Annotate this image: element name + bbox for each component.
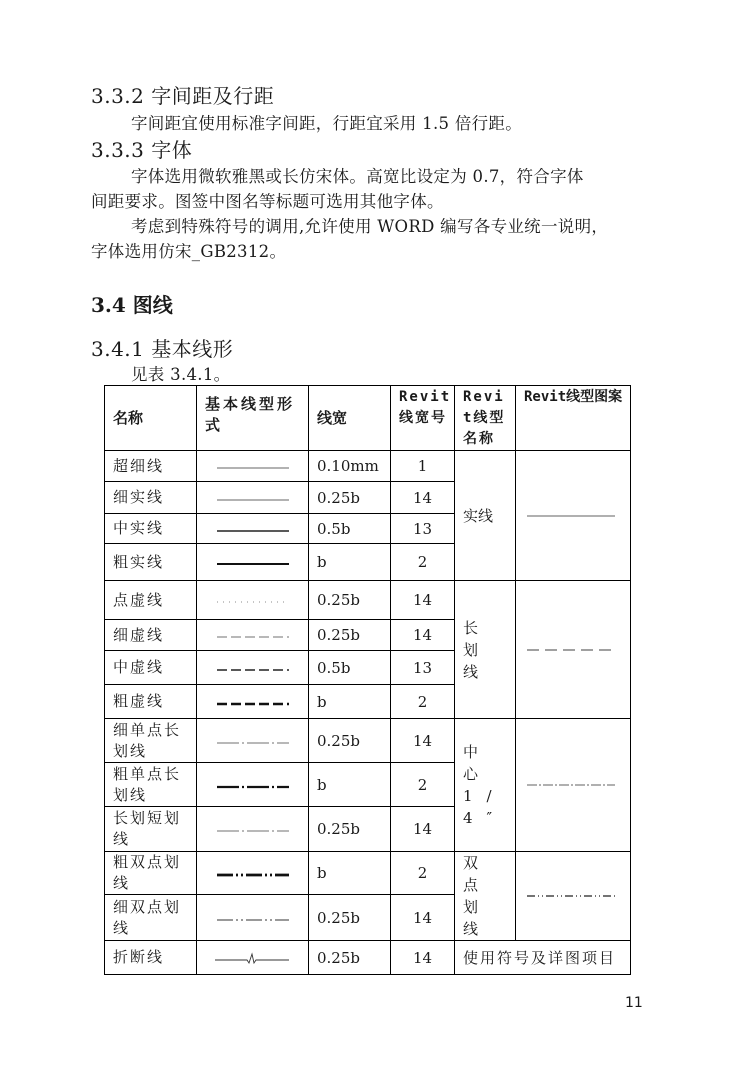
cell-line-width: 0.5b (309, 651, 391, 685)
cell-name: 中实线 (105, 514, 197, 544)
pattern-sample-center (527, 781, 617, 789)
cell-line-form (197, 544, 309, 581)
cell-line-form (197, 514, 309, 544)
heading-3-4-1: 3.4.1 基本线形 (91, 337, 234, 361)
cell-revit-width-no: 14 (391, 807, 455, 852)
cell-revit-pattern (516, 451, 631, 581)
cell-name: 细双点划线 (105, 895, 197, 941)
table-row (105, 451, 631, 482)
line-sample-dash-thin (213, 628, 293, 642)
table-header-row (105, 386, 631, 451)
paragraph: 考虑到特殊符号的调用,允许使用 WORD 编写各专业统一说明， (131, 217, 609, 236)
cell-revit-width-no: 14 (391, 482, 455, 514)
cell-revit-type-name: 实线 (455, 451, 516, 581)
cell-revit-width-no: 2 (391, 685, 455, 719)
line-sample-dashdot-thin (213, 734, 293, 748)
cell-line-form (197, 852, 309, 895)
line-sample-dash-thick (213, 695, 293, 709)
cell-revit-width-no: 1 (391, 451, 455, 482)
cell-revit-width-no: 14 (391, 620, 455, 651)
cell-revit-width-no: 14 (391, 719, 455, 763)
cell-line-width: 0.25b (309, 895, 391, 941)
table-row (105, 581, 631, 620)
line-sample-dashdot-thick (213, 778, 293, 792)
line-sample-dashdotdot-thick (213, 866, 293, 880)
heading-3-3-2: 3.3.2 字间距及行距 (91, 84, 275, 108)
cell-line-form (197, 451, 309, 482)
cell-revit-width-no: 14 (391, 941, 455, 975)
cell-line-width: 0.25b (309, 482, 391, 514)
cell-line-width: 0.10mm (309, 451, 391, 482)
cell-name: 点虚线 (105, 581, 197, 620)
cell-name: 细实线 (105, 482, 197, 514)
cell-line-width: 0.25b (309, 581, 391, 620)
cell-line-form (197, 620, 309, 651)
header-width: 线宽 (309, 386, 391, 451)
cell-line-form (197, 651, 309, 685)
cell-line-width: b (309, 685, 391, 719)
cell-revit-type-name: 长划线 (455, 581, 516, 719)
cell-line-form (197, 719, 309, 763)
cell-revit-width-no: 14 (391, 895, 455, 941)
table-row (105, 719, 631, 763)
paragraph: 字体选用微软雅黑或长仿宋体。高宽比设定为 0.7，符合字体 (131, 167, 584, 186)
cell-name: 细虚线 (105, 620, 197, 651)
cell-line-width: 0.25b (309, 941, 391, 975)
cell-line-form (197, 895, 309, 941)
line-sample-dashdot-thin (213, 822, 293, 836)
cell-line-width: b (309, 544, 391, 581)
paragraph: 间距要求。图签中图名等标题可选用其他字体。 (91, 192, 444, 211)
cell-line-width: 0.25b (309, 719, 391, 763)
cell-line-width: 0.25b (309, 620, 391, 651)
cell-revit-pattern (516, 581, 631, 719)
cell-name: 折断线 (105, 941, 197, 975)
paragraph: 字间距宜使用标准字间距，行距宜采用 1.5 倍行距。 (131, 114, 523, 133)
cell-line-width: b (309, 852, 391, 895)
line-sample-dashdotdot-thin (213, 911, 293, 925)
cell-line-form (197, 807, 309, 852)
cell-line-form (197, 763, 309, 807)
cell-line-width: 0.25b (309, 807, 391, 852)
cell-revit-width-no: 14 (391, 581, 455, 620)
cell-revit-width-no: 2 (391, 544, 455, 581)
pattern-sample-solid (527, 512, 617, 520)
line-sample-solid-thin (213, 459, 293, 473)
pattern-sample-dash (527, 646, 617, 654)
line-sample-solid-thick (213, 555, 293, 569)
heading-3-3-3: 3.3.3 字体 (91, 138, 193, 162)
paragraph: 字体选用仿宋_GB2312。 (91, 242, 287, 261)
cell-name: 中虚线 (105, 651, 197, 685)
line-sample-solid-thin (213, 491, 293, 505)
cell-name: 粗单点长划线 (105, 763, 197, 807)
header-name: 名称 (105, 386, 197, 451)
cell-name: 粗双点划线 (105, 852, 197, 895)
cell-revit-width-no: 2 (391, 763, 455, 807)
header-form: 基本线型形式 (197, 386, 309, 451)
cell-name: 细单点长划线 (105, 719, 197, 763)
line-sample-break (213, 951, 293, 965)
page-number: 11 (625, 995, 643, 1011)
cell-line-form (197, 482, 309, 514)
cell-name: 粗虚线 (105, 685, 197, 719)
cell-name: 超细线 (105, 451, 197, 482)
header-revit-type-name: Revit线型名称 (455, 386, 516, 451)
cell-line-form (197, 581, 309, 620)
line-sample-solid-medium (213, 522, 293, 536)
cell-name: 粗实线 (105, 544, 197, 581)
heading-3-4: 3.4 图线 (91, 293, 173, 317)
cell-revit-type-name: 中心1/4″ (455, 719, 516, 852)
header-revit-pattern: Revit线型图案 (516, 386, 631, 451)
line-type-table (104, 385, 631, 975)
line-sample-dotted (213, 593, 293, 607)
cell-revit-width-no: 13 (391, 514, 455, 544)
cell-line-width: b (309, 763, 391, 807)
cell-revit-pattern (516, 852, 631, 941)
cell-revit-width-no: 13 (391, 651, 455, 685)
header-revit-width-no: Revit线宽号 (391, 386, 455, 451)
cell-note: 使用符号及详图项目 (455, 941, 631, 975)
cell-line-form (197, 685, 309, 719)
table-row (105, 852, 631, 895)
cell-revit-width-no: 2 (391, 852, 455, 895)
line-sample-dash-medium (213, 661, 293, 675)
cell-revit-pattern (516, 719, 631, 852)
cell-line-form (197, 941, 309, 975)
table-row (105, 941, 631, 975)
paragraph: 见表 3.4.1。 (131, 365, 231, 384)
pattern-sample-dashdotdot (527, 892, 617, 900)
cell-line-width: 0.5b (309, 514, 391, 544)
cell-revit-type-name: 双点划线 (455, 852, 516, 941)
cell-name: 长划短划线 (105, 807, 197, 852)
